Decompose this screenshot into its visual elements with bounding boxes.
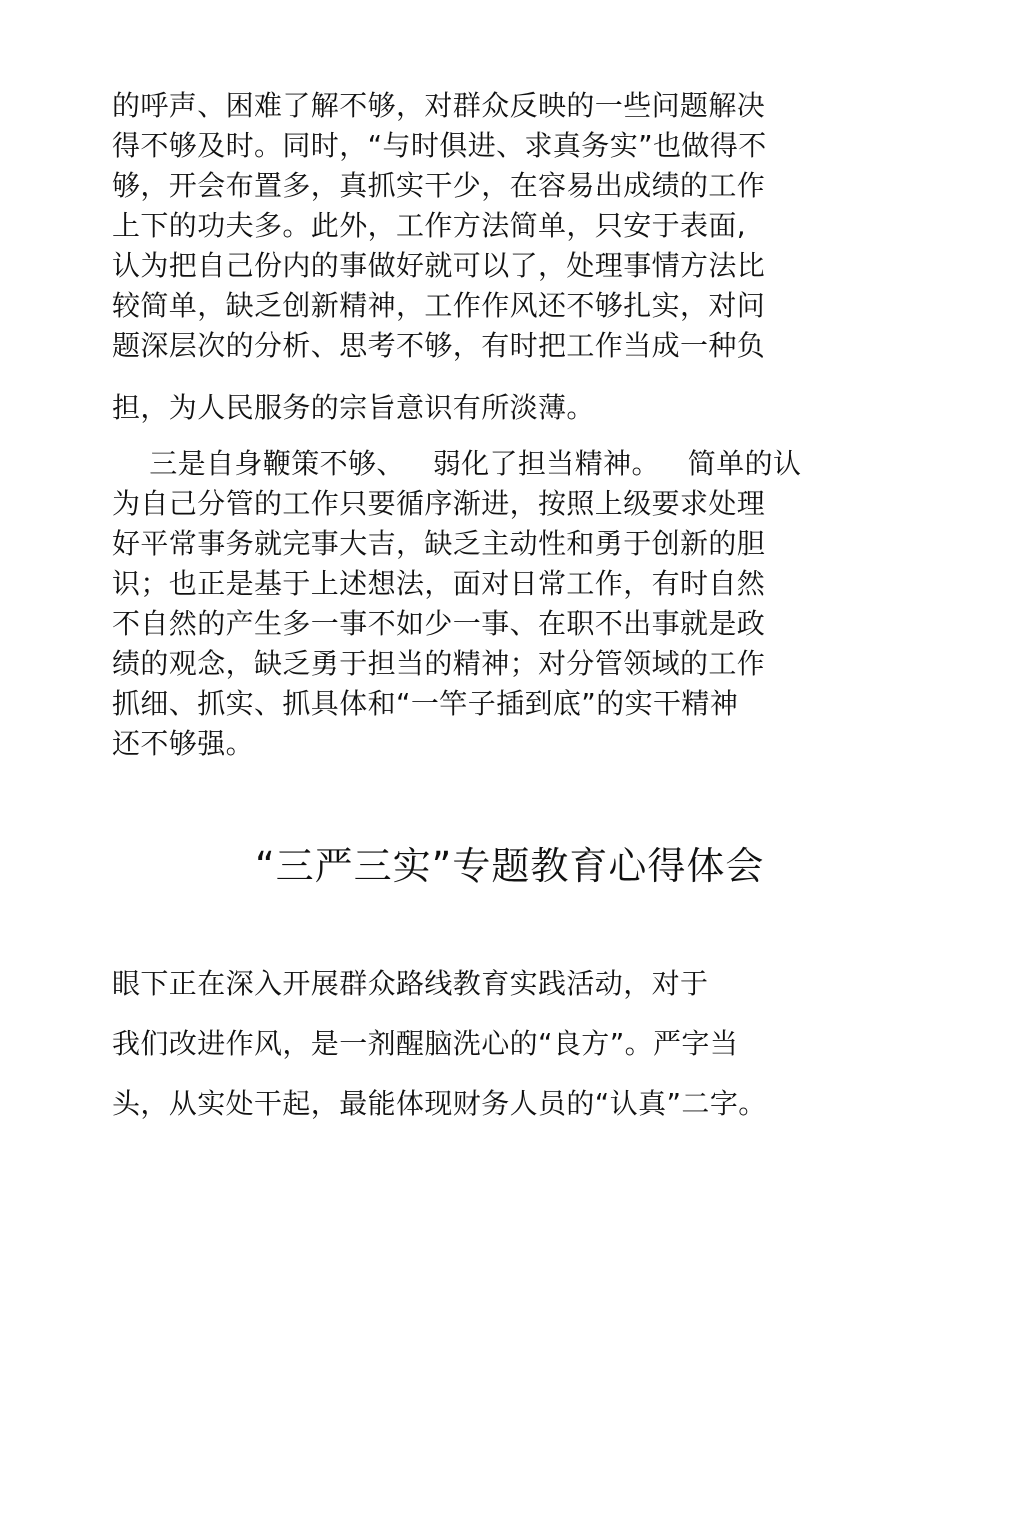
text-line: 的呼声、困难了解不够，对群众反映的一些问题解决 (112, 89, 766, 122)
text-line: 题深层次的分析、思考不够，有时把工作当成一种负 (112, 329, 766, 362)
text-line: 好平常事务就完事大吉，缺乏主动性和勇于创新的胆 (112, 527, 766, 560)
text-line: 不自然的产生多一事不如少一事、在职不出事就是政 (112, 607, 766, 640)
text-line: 为自己分管的工作只要循序渐进，按照上级要求处理 (112, 487, 766, 520)
text-line: 得不够及时。同时，“与时俱进、求真务实”也做得不 (112, 129, 767, 162)
text-line: 我们改进作风，是一剂醒脑洗心的“良方”。严字当 (112, 1027, 739, 1060)
text-line: 还不够强。 (112, 727, 255, 760)
text-line: 头，从实处干起，最能体现财务人员的“认真”二字。 (112, 1087, 767, 1120)
text-line: 绩的观念，缺乏勇于担当的精神；对分管领域的工作 (112, 647, 766, 680)
text-line: 上下的功夫多。此外，工作方法简单，只安于表面, (112, 209, 747, 242)
text-line: 较简单，缺乏创新精神，工作作风还不够扎实，对问 (112, 289, 766, 322)
text-line: 认为把自己份内的事做好就可以了，处理事情方法比 (112, 249, 766, 282)
text-line: 担，为人民服务的宗旨意识有所淡薄。 (112, 391, 595, 424)
section-title: “三严三实”专题教育心得体会 (255, 844, 765, 888)
text-line: 抓细、抓实、抓具体和“一竿子插到底”的实干精神 (112, 687, 739, 720)
text-line: 识；也正是基于上述想法，面对日常工作，有时自然 (112, 567, 766, 600)
text-line: 够，开会布置多，真抓实干少，在容易出成绩的工作 (112, 169, 766, 202)
text-line: 眼下正在深入开展群众路线教育实践活动，对于 (112, 967, 709, 1000)
text-line: 三是自身鞭策不够、 弱化了担当精神。 简单的认 (112, 447, 802, 480)
